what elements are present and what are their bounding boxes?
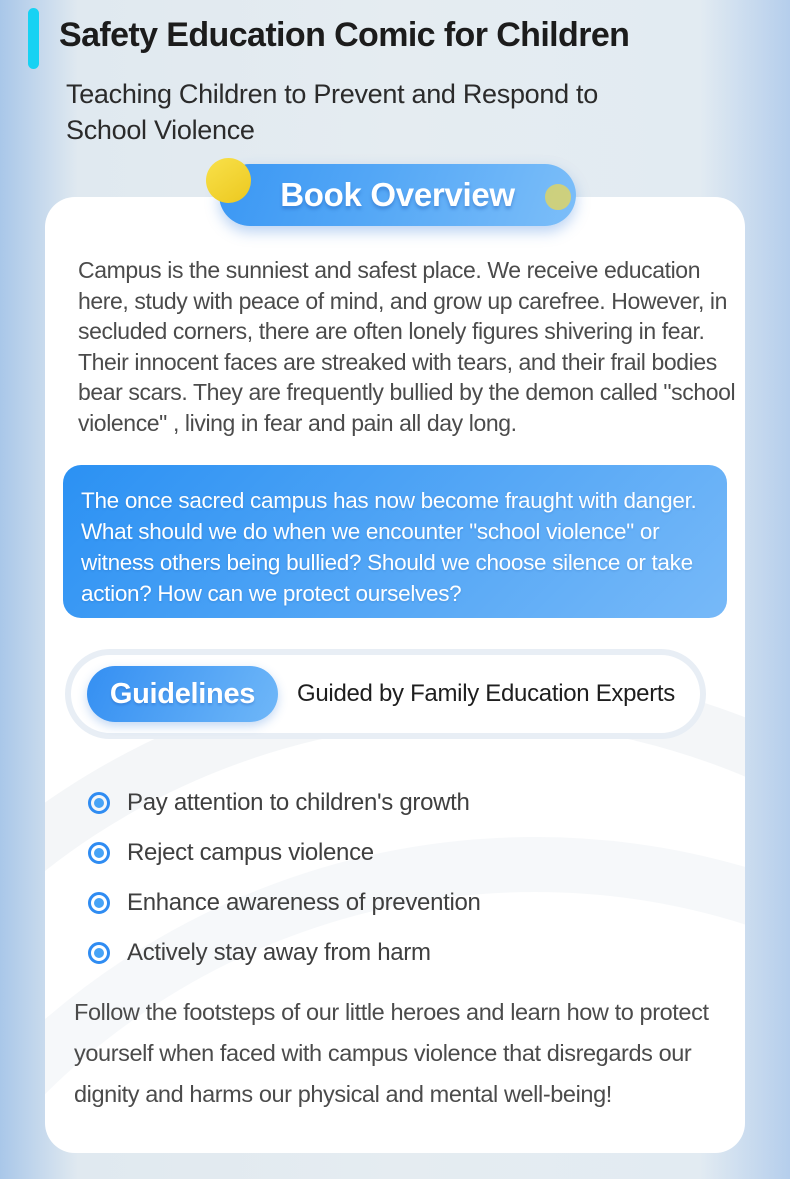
title-accent-bar bbox=[28, 8, 39, 69]
book-overview-label: Book Overview bbox=[280, 176, 515, 213]
list-item bbox=[88, 840, 481, 866]
guidelines-list bbox=[88, 790, 481, 990]
page-subtitle: Teaching Children to Prevent and Respond to School Violence bbox=[66, 79, 598, 145]
yellow-ring-decoration bbox=[545, 184, 571, 210]
highlight-box: The once sacred campus has now become fraught with danger. What should we do when we encounter "school violence" or witness others being bullied? Should we choose silence or take action? How can we protect ourselves? bbox=[63, 465, 727, 618]
radio-bullet-icon bbox=[88, 892, 110, 914]
list-item bbox=[88, 890, 481, 916]
guidelines-container bbox=[65, 649, 706, 739]
list-item bbox=[88, 940, 481, 966]
guidelines-caption: Guided by Family Education Experts bbox=[297, 680, 675, 707]
book-overview-badge bbox=[219, 164, 576, 226]
yellow-circle-decoration bbox=[206, 158, 251, 203]
radio-bullet-icon bbox=[88, 792, 110, 814]
intro-paragraph: Campus is the sunniest and safest place. We receive education here, study with peace of mind, and grow up carefree. However, in secluded corners, there are often lonely figures shivering in fear. Their innocent faces are streaked with tears, and their frail bodies bear scars. They are frequently bullied by the demon called "school violence" , living in fear and pain all day long. bbox=[78, 257, 736, 436]
list-item-label: Enhance awareness of prevention bbox=[127, 889, 481, 916]
radio-bullet-icon bbox=[88, 842, 110, 864]
list-item-label: Pay attention to children's growth bbox=[127, 789, 470, 816]
guidelines-badge: Guidelines bbox=[87, 666, 278, 722]
list-item-label: Reject campus violence bbox=[127, 839, 374, 866]
list-item-label: Actively stay away from harm bbox=[127, 939, 431, 966]
radio-bullet-icon bbox=[88, 942, 110, 964]
page-title: Safety Education Comic for Children bbox=[59, 16, 630, 54]
content-card bbox=[45, 197, 745, 1153]
closing-paragraph: Follow the footsteps of our little heroes and learn how to protect yourself when faced with campus violence that disregards our dignity and harms our physical and mental well-being! bbox=[74, 999, 709, 1107]
list-item bbox=[88, 790, 481, 816]
